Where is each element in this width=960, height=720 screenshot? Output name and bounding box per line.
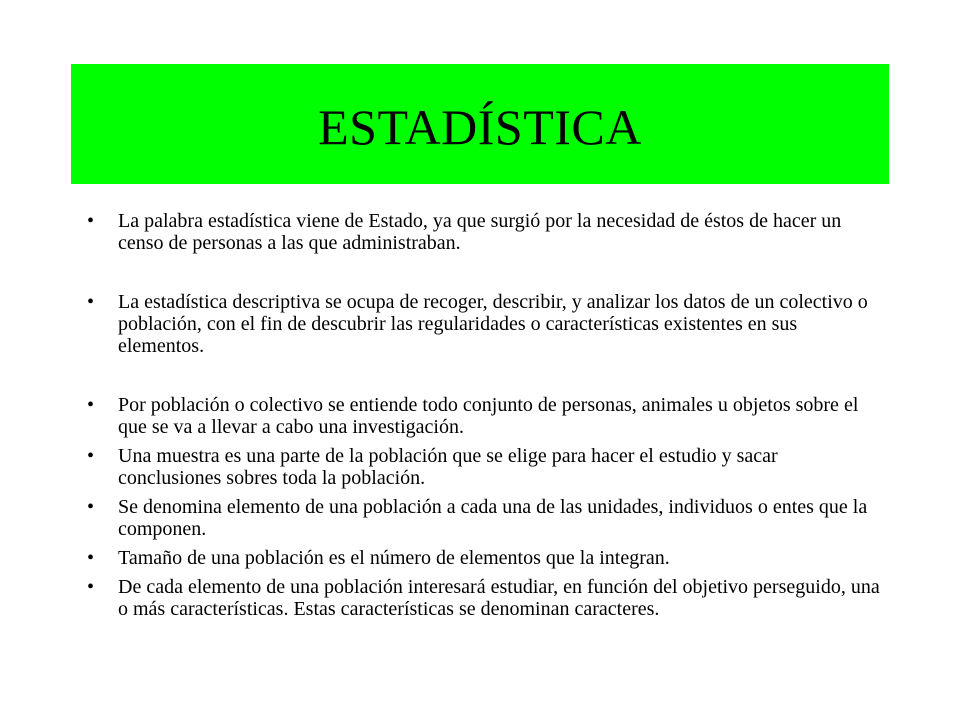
bullet-item	[83, 291, 883, 357]
bullet-text: Se denomina elemento de una población a cada una de las unidades, individuos o entes que la componen.	[118, 496, 868, 540]
bullet-icon: •	[87, 210, 95, 232]
bullet-list	[83, 210, 883, 620]
bullet-item	[83, 576, 883, 620]
bullet-text: Tamaño de una población es el número de elementos que la integran.	[118, 547, 670, 569]
bullet-text: La palabra estadística viene de Estado, ya que surgió por la necesidad de éstos de hacer un censo de personas a las que administraban.	[118, 210, 842, 254]
title-banner	[71, 64, 889, 184]
bullet-item	[83, 210, 883, 254]
bullet-text: De cada elemento de una población interesará estudiar, en función del objetivo perseguido, una o más características. Estas características se denominan caracteres.	[118, 576, 880, 620]
bullet-item	[83, 445, 883, 489]
bullet-icon: •	[87, 291, 95, 313]
bullet-icon: •	[87, 576, 95, 598]
bullet-icon: •	[87, 445, 95, 467]
bullet-text: Por población o colectivo se entiende todo conjunto de personas, animales u objetos sobre el que se va a llevar a cabo una investigación.	[118, 394, 859, 438]
bullet-item	[83, 496, 883, 540]
bullet-text: La estadística descriptiva se ocupa de recoger, describir, y analizar los datos de un colectivo o población, con el fin de descubrir las regularidades o características existentes en sus elementos.	[118, 291, 868, 357]
bullet-icon: •	[87, 394, 95, 416]
bullet-item	[83, 547, 883, 569]
bullet-icon: •	[87, 547, 95, 569]
bullet-item	[83, 394, 883, 438]
slide-title: ESTADÍSTICA	[318, 99, 642, 155]
bullet-text: Una muestra es una parte de la población que se elige para hacer el estudio y sacar conclusiones sobres toda la población.	[118, 445, 778, 489]
bullet-icon: •	[87, 496, 95, 518]
